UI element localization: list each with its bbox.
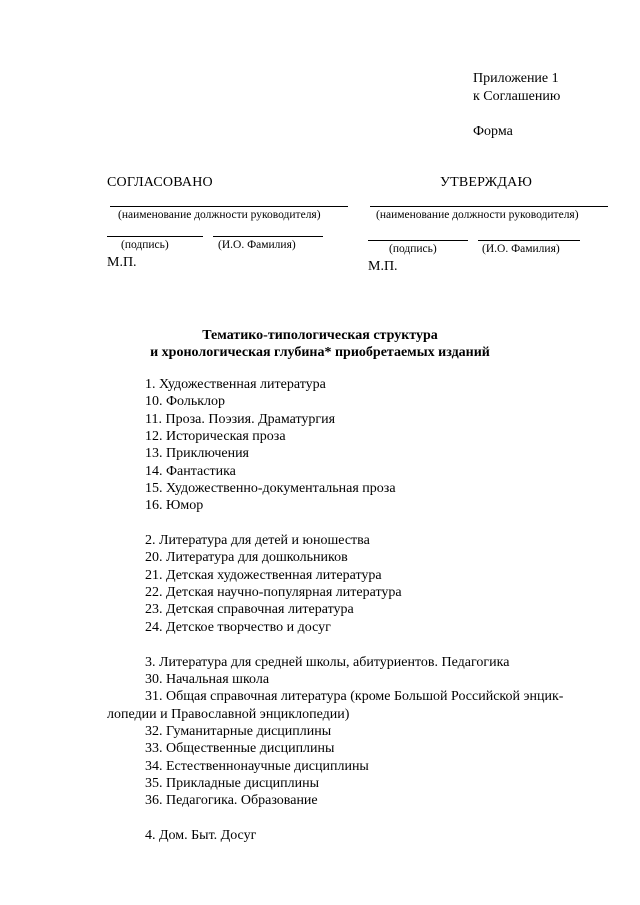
- left-position-caption: (наименование должности руководителя): [118, 209, 321, 221]
- right-position-line: [370, 206, 608, 207]
- approved-heading: СОГЛАСОВАНО: [107, 175, 213, 190]
- right-name-caption: (И.О. Фамилия): [482, 243, 560, 255]
- document-title-line-2: и хронологическая глубина* приобретаемых изданий: [150, 345, 490, 360]
- list-item: 11. Проза. Поэзия. Драматургия: [145, 412, 336, 427]
- agreement-reference: к Соглашению: [473, 89, 561, 104]
- list-item: 23. Детская справочная литература: [145, 602, 354, 617]
- list-item: 3. Литература для средней школы, абитуриентов. Педагогика: [145, 655, 510, 670]
- list-item: 14. Фантастика: [145, 464, 236, 479]
- left-signature-line: [107, 236, 203, 237]
- form-label: Форма: [473, 124, 513, 139]
- appendix-label: Приложение 1: [473, 71, 559, 86]
- list-item: 12. Историческая проза: [145, 429, 286, 444]
- confirm-heading: УТВЕРЖДАЮ: [440, 175, 533, 190]
- list-item: 16. Юмор: [145, 498, 204, 513]
- list-item: 4. Дом. Быт. Досуг: [145, 828, 257, 843]
- list-item: 2. Литература для детей и юношества: [145, 533, 370, 548]
- list-item: 34. Естественнонаучные дисциплины: [145, 759, 369, 774]
- left-position-line: [110, 206, 348, 207]
- list-item: 22. Детская научно-популярная литература: [145, 585, 402, 600]
- list-item: 20. Литература для дошкольников: [145, 550, 348, 565]
- list-item: 30. Начальная школа: [145, 672, 270, 687]
- list-item: 31. Общая справочная литература (кроме Большой Российской энцик-: [145, 689, 564, 704]
- list-item: 32. Гуманитарные дисциплины: [145, 724, 332, 739]
- list-item: 36. Педагогика. Образование: [145, 793, 318, 808]
- list-item: 33. Общественные дисциплины: [145, 741, 335, 756]
- list-item: 35. Прикладные дисциплины: [145, 776, 320, 791]
- right-position-caption: (наименование должности руководителя): [376, 209, 579, 221]
- list-item: 1. Художественная литература: [145, 377, 326, 392]
- list-item: 10. Фольклор: [145, 394, 226, 409]
- list-item: 24. Детское творчество и досуг: [145, 620, 331, 635]
- left-signature-caption: (подпись): [121, 239, 169, 251]
- left-seal-label: М.П.: [107, 255, 137, 270]
- left-name-caption: (И.О. Фамилия): [218, 239, 296, 251]
- right-signature-caption: (подпись): [389, 243, 437, 255]
- left-name-line: [213, 236, 323, 237]
- right-name-line: [478, 240, 580, 241]
- list-item: 21. Детская художественная литература: [145, 568, 382, 583]
- right-seal-label: М.П.: [368, 259, 398, 274]
- list-item: 13. Приключения: [145, 446, 249, 461]
- list-item: 15. Художественно-документальная проза: [145, 481, 396, 496]
- right-signature-line: [368, 240, 468, 241]
- list-item-continuation: лопедии и Православной энциклопедии): [107, 707, 350, 722]
- document-title-line-1: Тематико-типологическая структура: [202, 328, 438, 343]
